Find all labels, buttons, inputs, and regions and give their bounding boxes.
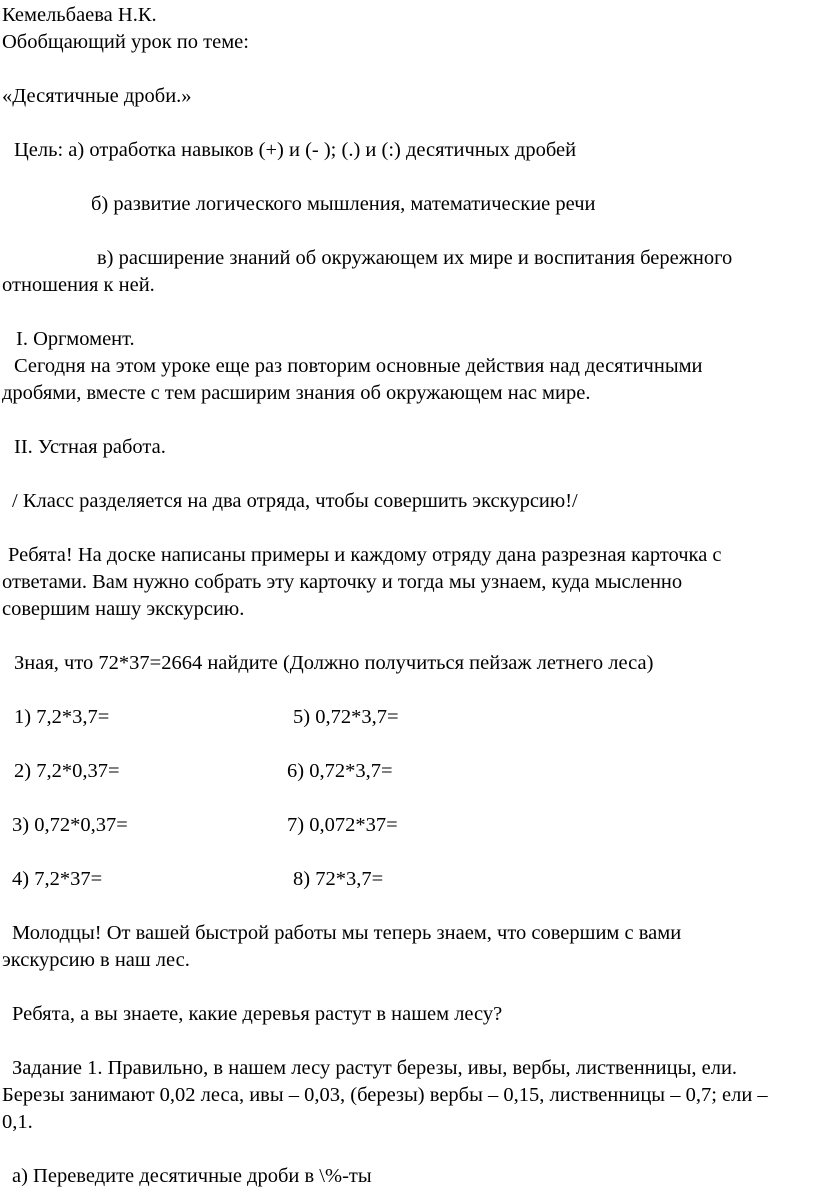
example-item: 7) 0,072*37= [287, 814, 398, 836]
intro-line2: ответами. Вам нужно собрать эту карточку и тогда мы узнаем, куда мысленно [2, 571, 683, 593]
task-statement: Зная, что 72*37=2664 найдите (Должно получиться пейзаж летнего леса) [14, 652, 654, 674]
goal-c-line1: в) расширение знаний об окружающем их мире и воспитания бережного [97, 247, 733, 269]
intro-line1: Ребята! На доске написаны примеры и каждому отряду дана разрезная карточка с [8, 544, 722, 566]
section-heading-orgmoment: I. Оргмомент. [16, 328, 135, 350]
example-item: 4) 7,2*37= [12, 868, 103, 890]
task1-line3: 0,1. [2, 1111, 33, 1133]
lesson-topic: «Десятичные дроби.» [2, 85, 192, 107]
author-line: Кемельбаева Н.К. [2, 4, 157, 26]
task1-line1: Задание 1. Правильно, в нашем лесу растут березы, ивы, вербы, лиственницы, ели. [12, 1057, 738, 1079]
lesson-subtitle: Обобщающий урок по теме: [2, 31, 249, 53]
section-heading-oral-work: II. Устная работа. [14, 436, 166, 458]
example-item: 3) 0,72*0,37= [12, 814, 128, 836]
orgmoment-text-line2: дробями, вместе с тем расширим знания об окружающем нас мире. [2, 382, 591, 404]
trees-question: Ребята, а вы знаете, какие деревья растут в нашем лесу? [12, 1003, 503, 1025]
example-item: 2) 7,2*0,37= [14, 760, 120, 782]
intro-line3: совершим нашу экскурсию. [2, 598, 245, 620]
goal-a: Цель: а) отработка навыков (+) и (- ); (.) и (:) десятичных дробей [14, 139, 577, 161]
task1-line2: Березы занимают 0,02 леса, ивы – 0,03, (березы) вербы – 0,15, лиственницы – 0,7; ели – [2, 1084, 768, 1106]
praise-line2: экскурсию в наш лес. [2, 949, 190, 971]
example-item: 6) 0,72*3,7= [287, 760, 393, 782]
orgmoment-text-line1: Сегодня на этом уроке еще раз повторим основные действия над десятичными [14, 355, 703, 377]
goal-b: б) развитие логического мышления, математические речи [91, 193, 596, 215]
example-item: 1) 7,2*3,7= [14, 706, 110, 728]
class-division-note: / Класс разделяется на два отряда, чтобы совершить экскурсию!/ [12, 490, 578, 512]
example-item: 8) 72*3,7= [293, 868, 384, 890]
praise-line1: Молодцы! От вашей быстрой работы мы теперь знаем, что совершим с вами [12, 922, 682, 944]
goal-c-line2: отношения к ней. [2, 274, 155, 296]
example-item: 5) 0,72*3,7= [293, 706, 399, 728]
task1a: а) Переведите десятичные дроби в \%-ты [12, 1165, 372, 1187]
